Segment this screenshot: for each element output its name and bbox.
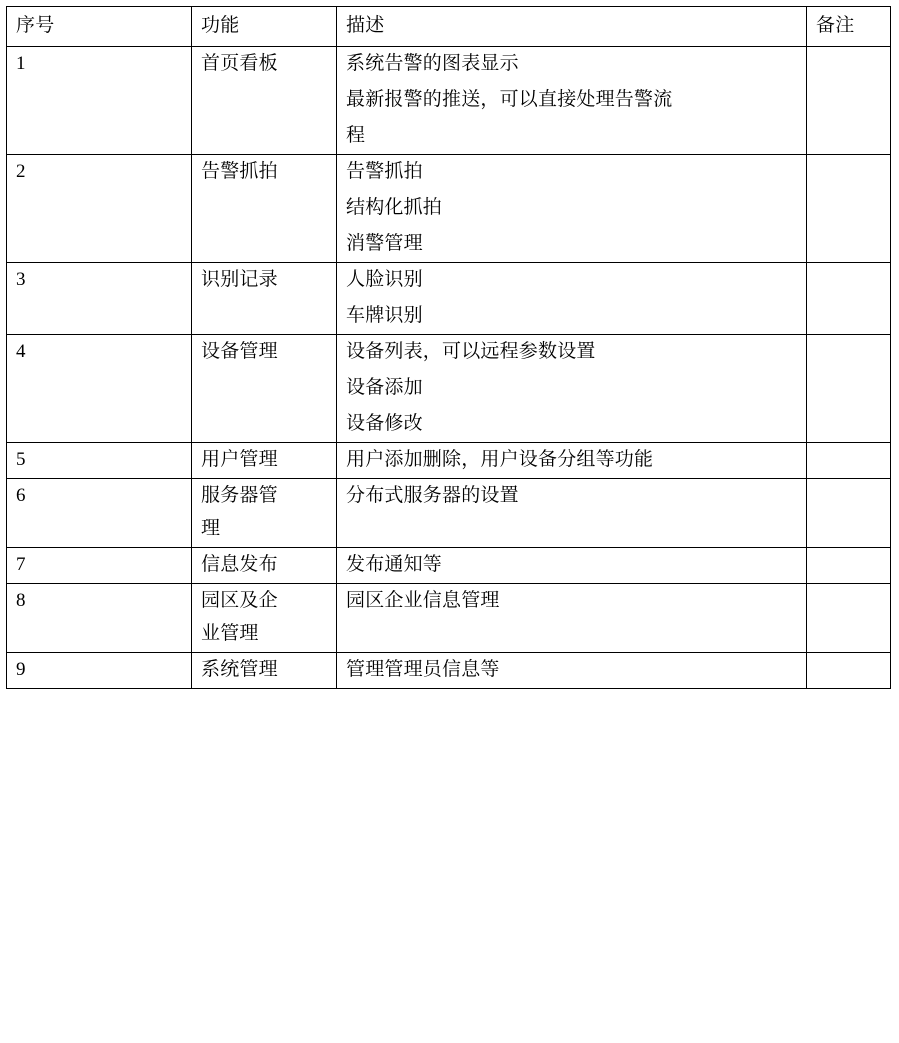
- cell-function: [192, 263, 337, 335]
- table-row: [7, 653, 891, 689]
- cell-note: [807, 584, 891, 653]
- cell-description: [337, 335, 807, 443]
- cell-description-line: 程: [346, 125, 366, 146]
- cell-index: 8: [7, 584, 192, 653]
- cell-function-line: 业管理: [201, 623, 259, 644]
- cell-function: [192, 155, 337, 263]
- cell-description-line: 发布通知等: [346, 554, 443, 575]
- cell-description-line: 消警管理: [346, 233, 423, 254]
- cell-note: [807, 47, 891, 155]
- cell-description: [337, 263, 807, 335]
- feature-spec-table: [6, 6, 891, 689]
- cell-description: [337, 155, 807, 263]
- cell-note: [807, 155, 891, 263]
- column-header-index: 序号: [7, 7, 192, 47]
- cell-description: [337, 653, 807, 689]
- column-header-description: 描述: [337, 7, 807, 47]
- table-body: [7, 47, 891, 689]
- table-row: [7, 548, 891, 584]
- cell-index: 7: [7, 548, 192, 584]
- cell-description-line: 系统告警的图表显示: [346, 53, 519, 74]
- cell-function: [192, 584, 337, 653]
- table-row: [7, 47, 891, 155]
- table-row: [7, 335, 891, 443]
- column-header-note: 备注: [807, 7, 891, 47]
- table-row: [7, 479, 891, 548]
- cell-index: 6: [7, 479, 192, 548]
- cell-description: [337, 47, 807, 155]
- cell-description-line: 设备列表，可以远程参数设置: [346, 341, 596, 362]
- cell-function-line: 用户管理: [201, 449, 278, 470]
- cell-index: 2: [7, 155, 192, 263]
- cell-index: 4: [7, 335, 192, 443]
- cell-description-line: 管理管理员信息等: [346, 659, 500, 680]
- cell-description-line: 用户添加删除，用户设备分组等功能: [346, 449, 654, 470]
- table-row: [7, 443, 891, 479]
- cell-function: [192, 548, 337, 584]
- column-header-function: 功能: [192, 7, 337, 47]
- cell-function: [192, 47, 337, 155]
- cell-description-line: 结构化抓拍: [346, 197, 443, 218]
- cell-function-line: 信息发布: [201, 554, 278, 575]
- table-row: [7, 263, 891, 335]
- cell-description-line: 最新报警的推送，可以直接处理告警流: [346, 89, 673, 110]
- cell-note: [807, 263, 891, 335]
- table-header: [7, 7, 891, 47]
- cell-index: 3: [7, 263, 192, 335]
- cell-description-line: 车牌识别: [346, 305, 423, 326]
- cell-note: [807, 653, 891, 689]
- cell-function-line: 设备管理: [201, 341, 278, 362]
- cell-note: [807, 443, 891, 479]
- cell-description: [337, 479, 807, 548]
- cell-description-line: 告警抓拍: [346, 161, 423, 182]
- cell-description-line: 分布式服务器的设置: [346, 485, 519, 506]
- cell-function-line: 系统管理: [201, 659, 278, 680]
- table-row: [7, 584, 891, 653]
- cell-index: 5: [7, 443, 192, 479]
- cell-index: 9: [7, 653, 192, 689]
- cell-note: [807, 479, 891, 548]
- cell-note: [807, 335, 891, 443]
- cell-function-line: 识别记录: [201, 269, 278, 290]
- cell-function-line: 园区及企: [201, 590, 278, 611]
- cell-note: [807, 548, 891, 584]
- cell-function: [192, 335, 337, 443]
- cell-description-line: 设备添加: [346, 377, 423, 398]
- cell-function-line: 首页看板: [201, 53, 278, 74]
- table-header-row: [7, 7, 891, 47]
- cell-description-line: 人脸识别: [346, 269, 423, 290]
- cell-function-line: 服务器管: [201, 485, 278, 506]
- table-row: [7, 155, 891, 263]
- cell-function: [192, 653, 337, 689]
- cell-function: [192, 479, 337, 548]
- cell-function-line: 理: [201, 518, 221, 539]
- cell-description-line: 园区企业信息管理: [346, 590, 500, 611]
- cell-description: [337, 443, 807, 479]
- cell-function: [192, 443, 337, 479]
- cell-function-line: 告警抓拍: [201, 161, 278, 182]
- cell-description: [337, 584, 807, 653]
- cell-description-line: 设备修改: [346, 413, 423, 434]
- cell-index: 1: [7, 47, 192, 155]
- cell-description: [337, 548, 807, 584]
